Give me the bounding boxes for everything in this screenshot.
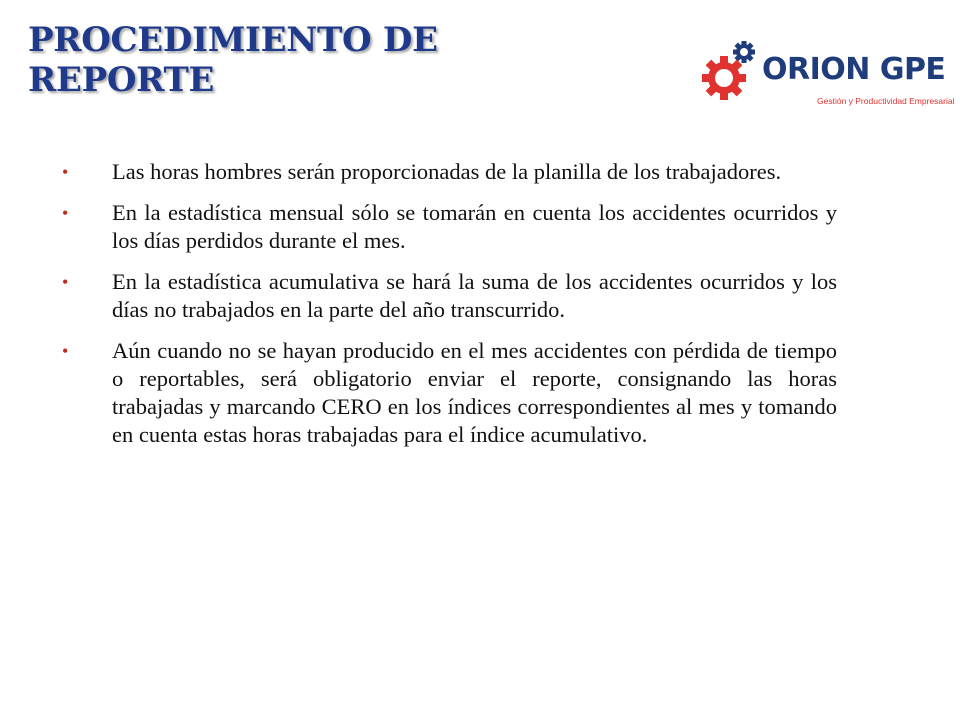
- slide-title-line-1: PROCEDIMIENTO DE: [28, 20, 438, 60]
- orion-gpe-logo: [700, 38, 955, 118]
- bullet-text: En la estadística mensual sólo se tomarán en cuenta los accidentes ocurridos y los días perdidos durante el mes.: [112, 200, 837, 253]
- bullet-marker-icon: •: [62, 162, 69, 182]
- bullet-item: [62, 199, 837, 255]
- bullet-item: [62, 268, 837, 324]
- logo-tagline: Gestión y Productividad Empresarial: [817, 96, 955, 106]
- bullet-text: Aún cuando no se hayan producido en el mes accidentes con pérdida de tiempo o reportables, será obligatorio enviar el reporte, consignando las horas trabajadas y marcando CERO en los índices correspondientes al mes y tomando en cuenta estas horas trabajadas para el índice acumulativo.: [112, 338, 837, 447]
- bullet-item: [62, 158, 837, 186]
- bullet-marker-icon: •: [62, 272, 69, 292]
- bullet-text: En la estadística acumulativa se hará la suma de los accidentes ocurridos y los días no trabajados en la parte del año transcurrido.: [112, 269, 837, 322]
- gears-icon: [700, 38, 764, 108]
- bullet-text: Las horas hombres serán proporcionadas de la planilla de los trabajadores.: [112, 159, 782, 184]
- slide-title: [28, 20, 438, 100]
- slide-title-line-2: REPORTE: [28, 60, 215, 100]
- bullet-list: [62, 158, 837, 462]
- bullet-item: [62, 337, 837, 449]
- logo-name: ORION GPE: [762, 52, 946, 87]
- bullet-marker-icon: •: [62, 203, 69, 223]
- bullet-marker-icon: •: [62, 341, 69, 361]
